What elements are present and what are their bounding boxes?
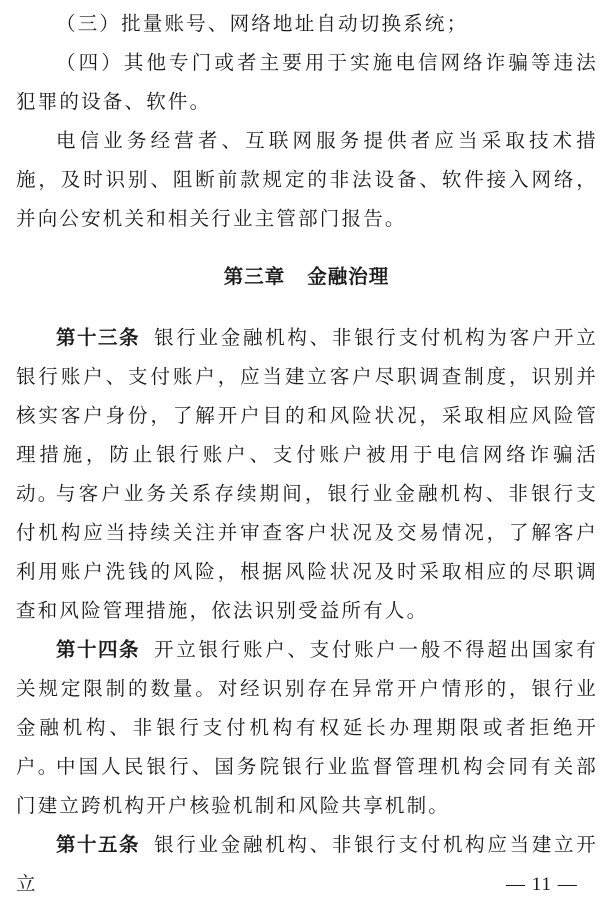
- chapter-number: 第三章: [223, 265, 286, 288]
- chapter-title: 金融治理: [307, 265, 390, 288]
- article-14-text: 开立银行账户、支付账户一般不得超出国家有关规定限制的数量。对经识别存在异常开户情形的，银行业金融机构、非银行支付机构有权延长办理期限或者拒绝开户。: [16, 638, 598, 778]
- list-item-three: （三）批量账号、网络地址自动切换系统；: [56, 12, 469, 35]
- list-item-four: （四）其他专门或者主要用于实施电信网络诈骗等违法犯罪的设备、软件。: [16, 51, 598, 113]
- paragraph-telecom-measures: 电信业务经营者、互联网服务提供者应当采取技术措施，及时识别、阻断前款规定的非法设备、软件接入网络，并向公安机关和相关行业主管部门报告。: [16, 129, 598, 230]
- article-13-paragraph-2: 与客户业务关系存续期间，银行业金融机构、非银行支付机构应当持续关注并审查客户状况及交易情况，了解客户利用账户洗钱的风险，根据风险状况及时采取相应的尽职调查和风险管理措施，依法识别受益所有人。: [16, 482, 598, 622]
- article-14-label: 第十四条: [56, 638, 141, 661]
- page-number: — 11 —: [506, 874, 578, 895]
- chapter-heading: [0, 262, 613, 292]
- article-14-paragraph-2: 中国人民银行、国务院银行业监督管理机构会同有关部门建立跨机构开户核验机制和风险共享机制。: [16, 755, 598, 817]
- article-15-label: 第十五条: [56, 833, 141, 856]
- article-13-text: 银行业金融机构、非银行支付机构为客户开立银行账户、支付账户，应当建立客户尽职调查制度，识别并核实客户身份，了解开户目的和风险状况，采取相应风险管理措施，防止银行账户、支付账户被用于电信网络诈骗活动。: [16, 326, 598, 505]
- article-15-text: 银行业金融机构、非银行支付机构应当建立开立: [16, 833, 598, 895]
- article-13-label: 第十三条: [56, 326, 141, 349]
